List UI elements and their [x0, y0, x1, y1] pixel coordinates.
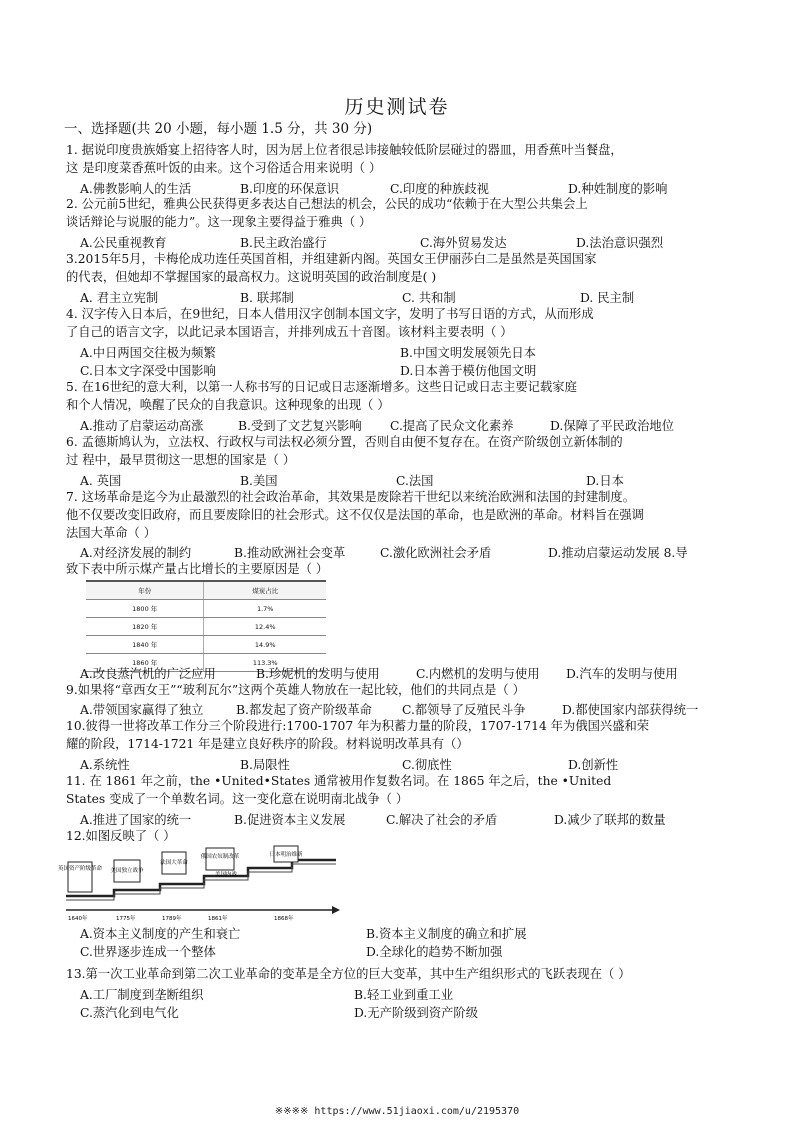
option-d[interactable]: D.日本	[586, 474, 624, 488]
table-cell-year: 1840 年	[86, 636, 204, 654]
table-row	[86, 600, 326, 618]
question-8-options	[80, 664, 730, 680]
question-4-options-row-1	[80, 343, 730, 359]
option-c[interactable]: C.世界逐步连成一个整体	[80, 945, 216, 959]
question-6-text-line-1: 6. 孟德斯鸠认为，立法权、行政权与司法权必须分置，否则自由便不复存在。在资产阶级创立新体制的	[66, 435, 623, 449]
option-c[interactable]: C.日本文字深受中国影响	[80, 364, 216, 378]
option-c[interactable]: C.印度的种族歧视	[390, 182, 489, 196]
question-7-text-line-2: 他不仅要改变旧政府，而且要废除旧的社会形式。这不仅仅是法国的革命，也是欧洲的革命。材料旨在强调	[66, 508, 644, 522]
question-10-options	[80, 755, 730, 771]
timeline-step-label: 美国独立战争	[110, 868, 144, 874]
option-a[interactable]: A.改良蒸汽机的广泛应用	[80, 667, 216, 681]
timeline-step-label: 法国大革命	[160, 860, 188, 866]
question-7-text-line-1: 7. 这场革命是迄今为止最激烈的社会政治革命，其效果是废除若干世纪以来统治欧洲和法国的封建制度。	[66, 490, 636, 504]
table-header-row	[86, 581, 326, 600]
option-b[interactable]: B.推动欧洲社会变革	[234, 546, 346, 560]
question-13-options-row-2	[80, 1003, 730, 1019]
question-7-text-line-3: 法国大革命（ ）	[66, 526, 156, 540]
question-6-options	[80, 471, 730, 487]
option-b[interactable]: B.促进资本主义发展	[234, 813, 346, 827]
footer-url: ※※※※ https://www.51jiaoxi.com/u/2195370	[274, 1106, 520, 1117]
option-a[interactable]: A.推进了国家的统一	[80, 813, 192, 827]
option-b[interactable]: B.珍妮机的发明与使用	[256, 667, 380, 681]
question-10-text-line-2: 耀的阶段，1714-1721 年是建立良好秩序的阶段。材料说明改革具有（）	[66, 737, 469, 751]
option-c[interactable]: C.内燃机的发明与使用	[416, 667, 540, 681]
question-10-text-line-1: 10.彼得一世将改革工作分三个阶段进行:1700-1707 年为积蓄力量的阶段，1707-1714 年为俄国兴盛和荣	[66, 719, 650, 733]
question-9-options	[80, 700, 730, 716]
question-1-text-line-2: 这 是印度菜香蕉叶饭的由来。这个习俗适合用来说明（ ）	[66, 161, 382, 175]
option-b[interactable]: B.资本主义制度的确立和扩展	[366, 927, 527, 941]
option-b[interactable]: B.受到了文艺复兴影响	[238, 419, 362, 433]
option-d[interactable]: D.创新性	[568, 758, 619, 772]
option-d[interactable]: D. 民主制	[580, 291, 635, 305]
question-4-text-line-2: 了自己的语言文字，以此记录本国语言，并排列成五十音图。该材料主要表明（ ）	[66, 325, 513, 339]
option-c[interactable]: C.蒸汽化到电气化	[80, 1006, 179, 1020]
question-2-text-line-2: 谈话辩论与说服的能力”。这一现象主要得益于雅典（ ）	[66, 215, 372, 229]
option-c[interactable]: C. 共和制	[402, 291, 456, 305]
option-a[interactable]: A.资本主义制度的产生和衰亡	[80, 927, 241, 941]
timeline-step-label: 美国内战	[214, 872, 238, 878]
option-b[interactable]: B.轻工业到重工业	[354, 988, 454, 1002]
timeline-year: 1640年	[68, 916, 88, 922]
option-c[interactable]: C.激化欧洲社会矛盾	[380, 546, 492, 560]
option-c[interactable]: C.解决了社会的矛盾	[386, 813, 498, 827]
question-12-options-row-1	[80, 924, 730, 940]
page-title: 历史测试卷	[344, 96, 450, 118]
table-cell-year: 1800 年	[86, 600, 204, 618]
question-11-text-line-2: States 变成了一个单数名词。这一变化意在说明南北战争（ ）	[66, 792, 409, 806]
option-a[interactable]: A.对经济发展的制约	[80, 546, 192, 560]
option-a[interactable]: A.中日两国交往极为频繁	[80, 346, 216, 360]
question-11-text-line-1: 11. 在 1861 年之前，the •United•States 通常被用作复数名词。在 1865 年之后，the •United	[66, 774, 612, 788]
table-cell-share: 12.4%	[204, 618, 326, 636]
option-b[interactable]: B.民主政治盛行	[240, 236, 327, 250]
option-a[interactable]: A.工厂制度到垄断组织	[80, 988, 204, 1002]
option-b[interactable]: B.都发起了资产阶级革命	[236, 703, 372, 717]
question-5-text-line-1: 5. 在16世纪的意大利，以第一人称书写的日记或日志逐渐增多。这些日记或日志主要记载家庭	[66, 380, 577, 394]
option-c[interactable]: C.提高了民众文化素养	[390, 419, 514, 433]
timeline-year: 1789年	[162, 916, 182, 922]
option-a[interactable]: A.佛教影响人的生活	[80, 182, 192, 196]
table-cell-year: 1820 年	[86, 618, 204, 636]
option-c[interactable]: C.法国	[396, 474, 434, 488]
table-cell-share: 113.3%	[204, 654, 326, 672]
table-row	[86, 618, 326, 636]
question-4-options-row-2	[80, 361, 730, 377]
option-a[interactable]: A.带领国家赢得了独立	[80, 703, 204, 717]
question-3-text-line-2: 的代表，但她却不掌握国家的最高权力。这说明英国的政治制度是( )	[66, 270, 437, 284]
timeline-year: 1775年	[116, 916, 136, 922]
question-2-options	[80, 233, 730, 249]
table-row	[86, 636, 326, 654]
timeline-staircase-figure	[57, 846, 342, 922]
question-12-text-line-1: 12.如图反映了（ ）	[66, 829, 176, 843]
table-cell-year: 1860 年	[86, 654, 204, 672]
question-3-options	[80, 288, 730, 304]
option-d[interactable]: D.推动启蒙运动发展 8.导	[548, 546, 688, 560]
question-13-options-row-1	[80, 985, 730, 1001]
section-heading: 一、选择题(共 20 小题，每小题 1.5 分，共 30 分)	[64, 121, 373, 137]
option-b[interactable]: B. 联邦制	[240, 291, 294, 305]
option-d[interactable]: D.无产阶级到资产阶级	[354, 1006, 479, 1020]
question-7-options	[80, 543, 730, 559]
table-header-year: 年份	[86, 581, 204, 600]
question-2-text-line-1: 2. 公元前5世纪，雅典公民获得更多表达自己想法的机会，公民的成功“依赖于在大型公共集会上	[66, 197, 588, 211]
coal-share-table	[86, 580, 326, 672]
timeline-step-label: 日本明治维新	[269, 852, 303, 858]
option-d[interactable]: D.汽车的发明与使用	[566, 667, 678, 681]
option-c[interactable]: C.海外贸易发达	[420, 236, 507, 250]
question-3-text-line-1: 3.2015年5月，卡梅伦成功连任英国首相，并组建新内阁。英国女王伊丽莎白二是虽然是英国国家	[66, 252, 597, 266]
option-d[interactable]: D.日本善于模仿他国文明	[400, 364, 537, 378]
question-9-text-line-1: 9.如果将“章西女王”“玻利瓦尔”这两个英雄人物放在一起比较，他们的共同点是（ ）	[66, 683, 525, 697]
option-d[interactable]: D.种姓制度的影响	[568, 182, 668, 196]
option-b[interactable]: B.印度的环保意识	[240, 182, 340, 196]
question-13-text-line-1: 13.第一次工业革命到第二次工业革命的变革是全方位的巨大变革，其中生产组织形式的飞跃表现在（ ）	[66, 967, 631, 981]
option-b[interactable]: B.中国文明发展领先日本	[400, 346, 536, 360]
question-8-text-line-1: 致下表中所示煤产量占比增长的主要原因是（ ）	[66, 562, 329, 576]
question-5-text-line-2: 和个人情况，唤醒了民众的自我意识。这种现象的出现（ ）	[66, 398, 390, 412]
option-b[interactable]: B.局限性	[240, 758, 290, 772]
timeline-year: 1868年	[274, 916, 294, 922]
option-c[interactable]: C.彻底性	[402, 758, 452, 772]
timeline-step-label: 英国资产阶级革命	[57, 866, 103, 872]
question-1-options	[80, 179, 730, 195]
question-1-text-line-1: 1. 据说印度贵族婚宴上招待客人时，因为居上位者很忌讳接触较低阶层碰过的器皿，用香蕉叶当餐盘，	[66, 143, 623, 157]
option-d[interactable]: D.保障了平民政治地位	[550, 419, 675, 433]
timeline-year: 1861年	[208, 916, 228, 922]
option-a[interactable]: A. 君主立宪制	[80, 291, 159, 305]
question-11-options	[80, 810, 730, 826]
option-a[interactable]: A.公民重视教育	[80, 236, 167, 250]
question-4-text-line-1: 4. 汉字传入日本后，在9世纪，日本人借用汉字创制本国文字，发明了书写日语的方式，从而形成	[66, 307, 594, 321]
option-d[interactable]: D.减少了联邦的数量	[554, 813, 666, 827]
question-6-text-line-2: 过 程中，最早贯彻这一思想的国家是（ ）	[66, 453, 296, 467]
timeline-step-label: 俄国农奴制改革	[200, 854, 240, 860]
table-header-share: 煤炭占比	[204, 581, 326, 600]
table-cell-share: 14.9%	[204, 636, 326, 654]
question-5-options	[80, 416, 730, 432]
option-a[interactable]: A.系统性	[80, 758, 130, 772]
option-d[interactable]: D.全球化的趋势不断加强	[366, 945, 503, 959]
option-c[interactable]: C.都领导了反殖民斗争	[402, 703, 526, 717]
option-d[interactable]: D.法治意识强烈	[576, 236, 664, 250]
table-cell-share: 1.7%	[204, 600, 326, 618]
question-12-options-row-2	[80, 942, 730, 958]
option-a[interactable]: A.推动了启蒙运动高涨	[80, 419, 204, 433]
option-a[interactable]: A. 英国	[80, 474, 122, 488]
option-b[interactable]: B.美国	[240, 474, 278, 488]
option-d[interactable]: D.都使国家内部获得统一	[562, 703, 699, 717]
